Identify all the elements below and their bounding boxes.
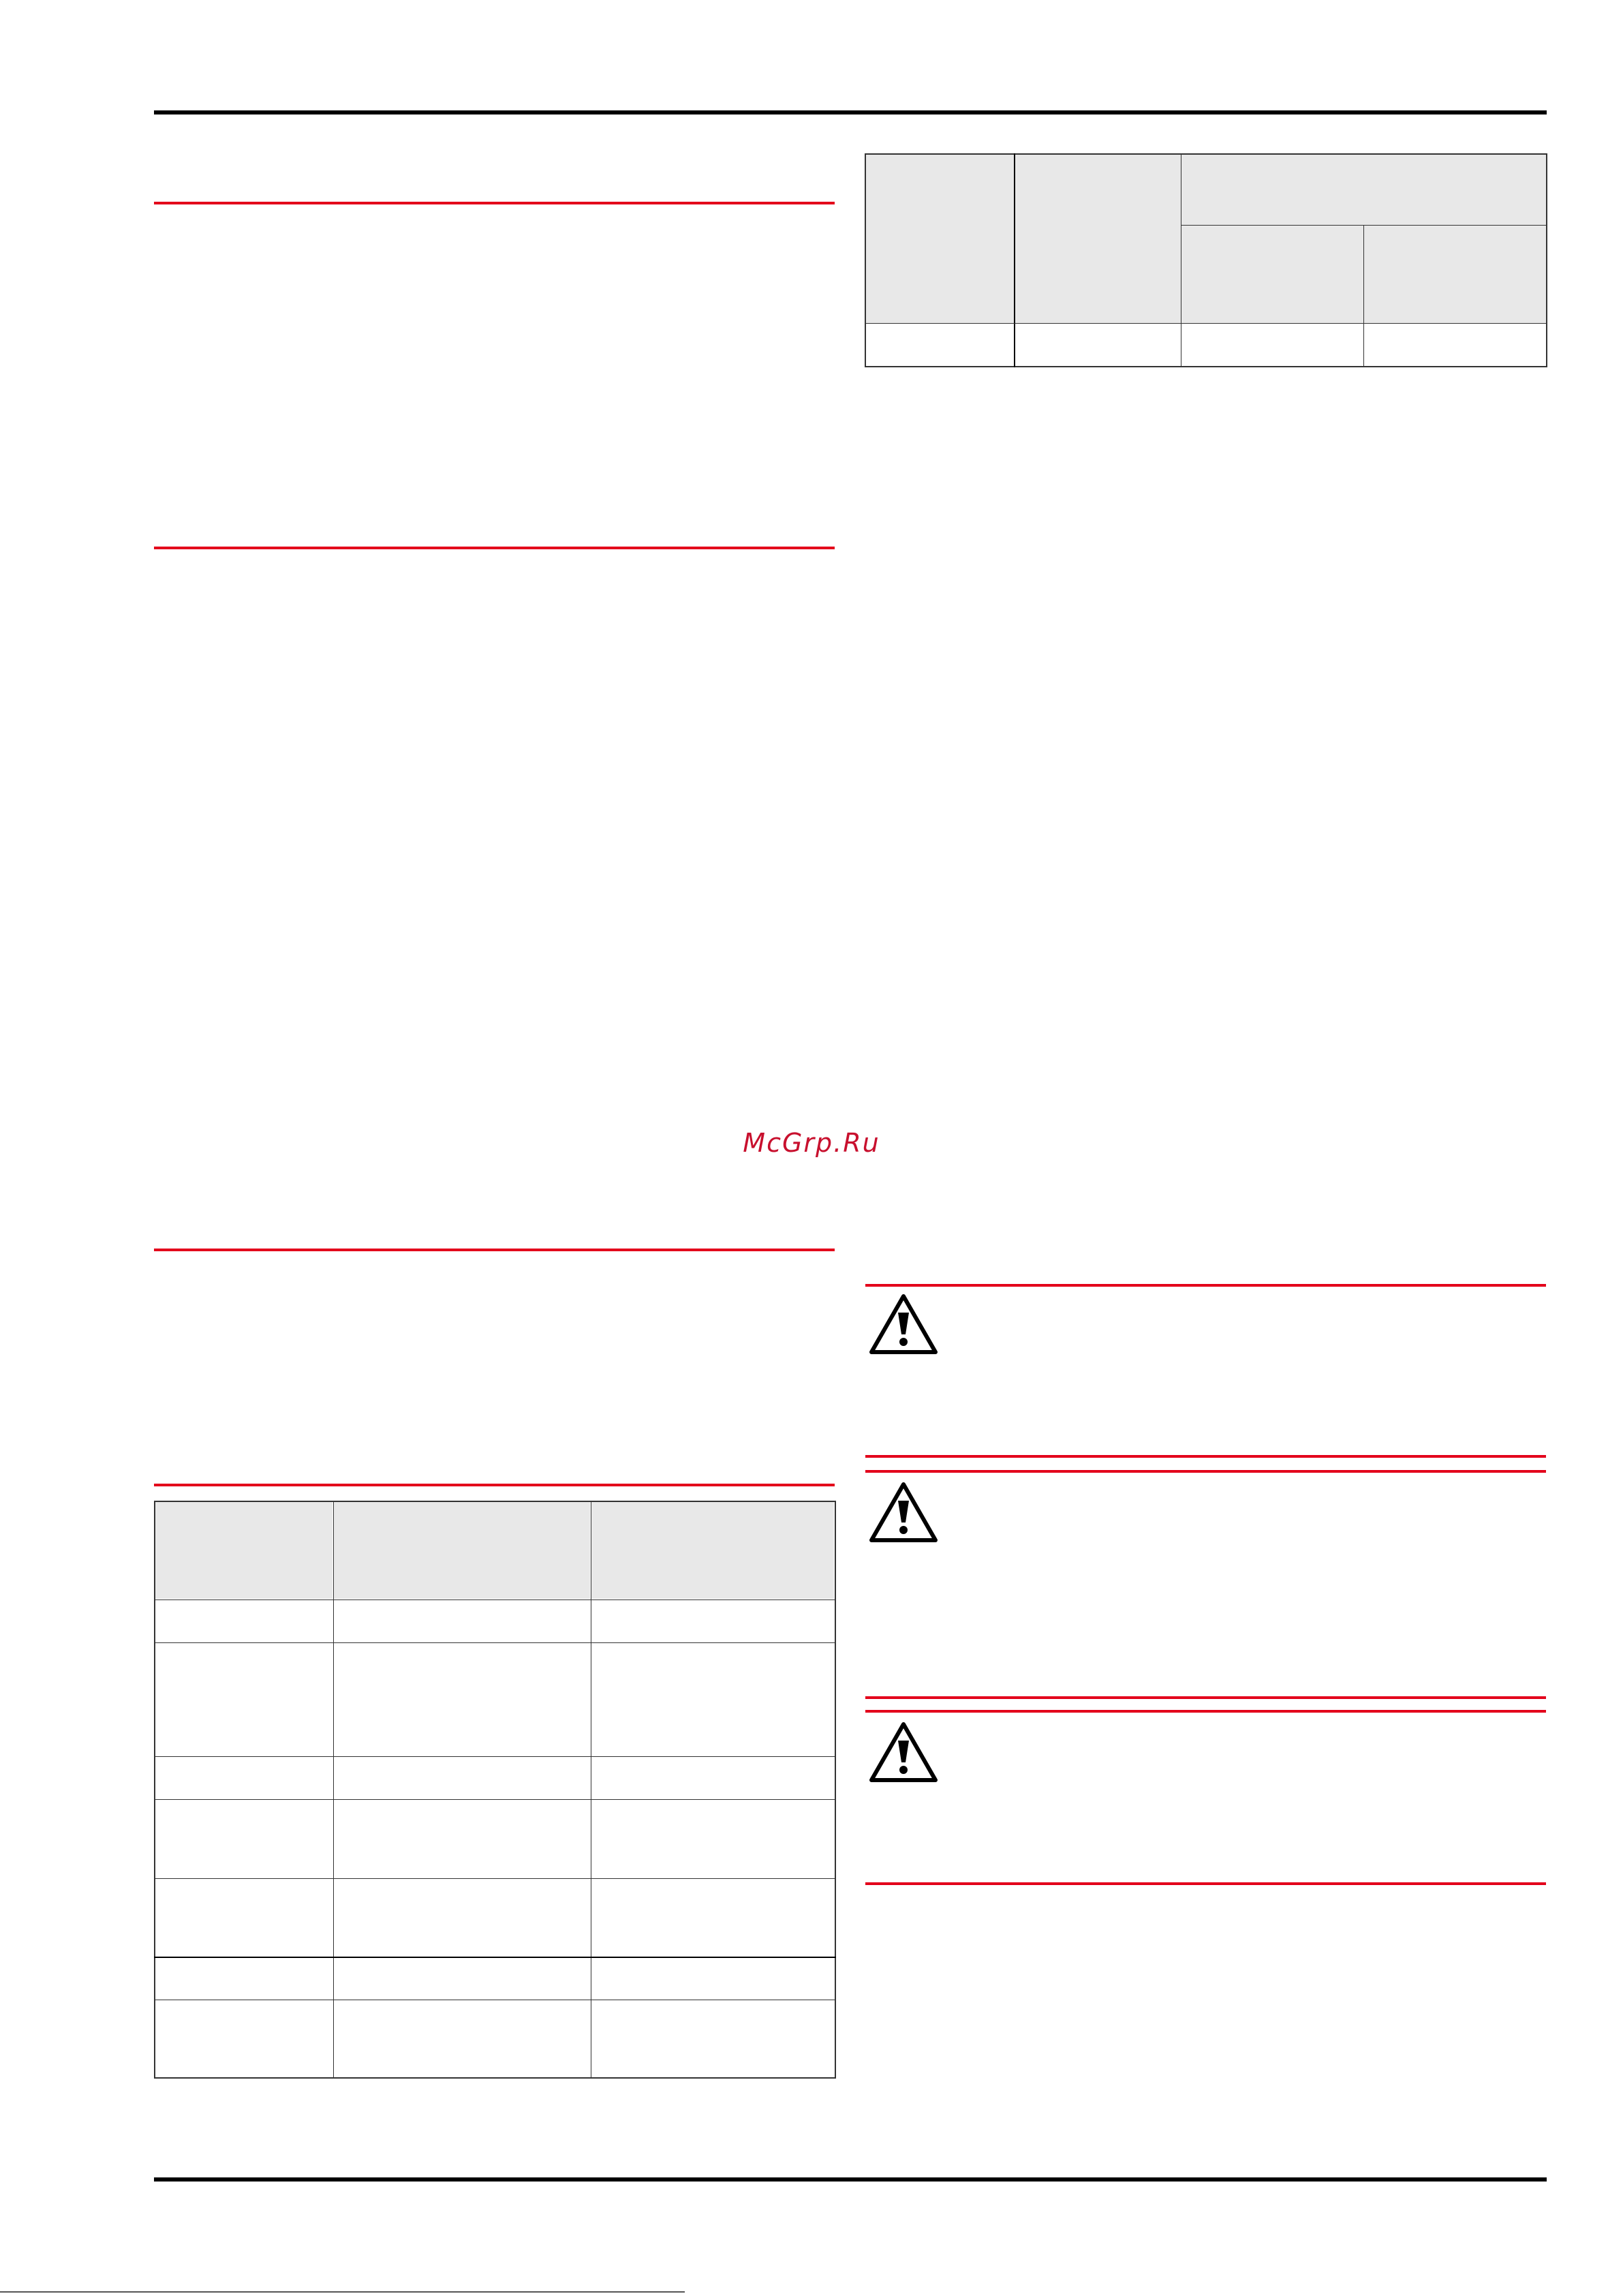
warning-rule-top-3 <box>865 1710 1546 1713</box>
table-divider <box>154 1599 836 1600</box>
section-rule-left-4 <box>154 1484 835 1486</box>
bottom-page-rule <box>154 2177 1547 2182</box>
warning-triangle-icon <box>868 1292 939 1356</box>
table-divider <box>1181 225 1547 226</box>
top-page-rule <box>154 110 1547 114</box>
warning-rule-bottom-2 <box>865 1696 1546 1699</box>
table-cell <box>157 1601 331 1642</box>
table-divider <box>154 1878 836 1879</box>
warning-triangle-icon <box>868 1720 939 1784</box>
table-cell <box>867 324 1013 365</box>
table-divider <box>333 1501 334 2079</box>
table-cell <box>1365 324 1545 365</box>
warning-rule-top-2 <box>865 1470 1546 1473</box>
table-cell <box>157 1758 331 1798</box>
table-divider <box>154 1642 836 1643</box>
table-cell <box>157 2001 331 2077</box>
table-cell <box>157 1880 331 1956</box>
watermark: McGrp.Ru <box>743 1128 880 1158</box>
table-cell <box>157 1801 331 1877</box>
section-rule-left-3 <box>154 1249 835 1251</box>
warning-triangle-icon <box>868 1480 939 1544</box>
warning-rule-top-1 <box>865 1284 1546 1287</box>
table-cell <box>1183 324 1362 365</box>
table-cell <box>157 1959 331 1998</box>
warning-rule-bottom-3 <box>865 1882 1546 1885</box>
table-cell <box>157 1644 331 1756</box>
table-cell <box>1016 324 1179 365</box>
section-rule-left-1 <box>154 202 835 204</box>
section-rule-left-2 <box>154 547 835 549</box>
table-divider <box>1014 153 1015 367</box>
warning-rule-bottom-1 <box>865 1455 1546 1458</box>
table-divider <box>154 1756 836 1757</box>
table-divider <box>154 1799 836 1800</box>
table-divider <box>154 1957 836 1958</box>
table-divider <box>865 323 1547 324</box>
footer-scan-line <box>0 2291 685 2293</box>
table-divider <box>1363 225 1364 367</box>
